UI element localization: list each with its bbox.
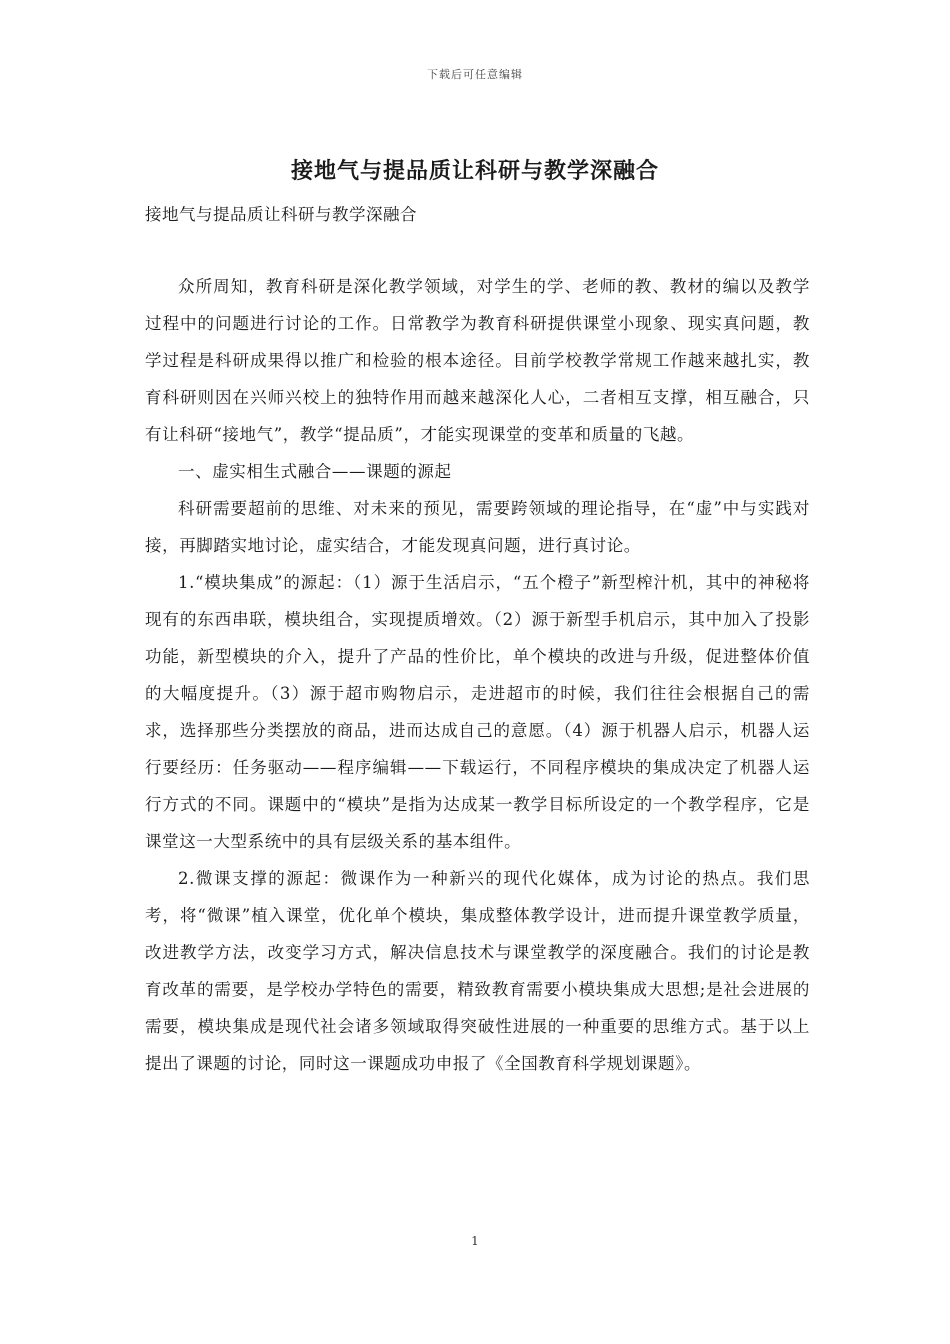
paragraph-micro-course: 2.微课支撑的源起：微课作为一种新兴的现代化媒体，成为讨论的热点。我们思考，将“微课”植入课堂，优化单个模块，集成整体教学设计，进而提升课堂教学质量，改进教学方法，改变学习方式，解决信息技术与课堂教学的深度融合。我们的讨论是教育改革的需要，是学校办学特色的需要，精致教育需要小模块集成大思想;是社会进展的需要，模块集成是现代社会诸多领域取得突破性进展的一种重要的思维方式。基于以上提出了课题的讨论，同时这一课题成功申报了《全国教育科学规划课题》。 [145,869,810,1073]
paragraph-intro: 众所周知，教育科研是深化教学领域，对学生的学、老师的教、教材的编以及教学过程中的问题进行讨论的工作。日常教学为教育科研提供课堂小现象、现实真问题，教学过程是科研成果得以推广和检验的根本途径。目前学校教学常规工作越来越扎实，教育科研则因在兴师兴校上的独特作用而越来越深化人心，二者相互支撑，相互融合，只有让科研“接地气”，教学“提品质”，才能实现课堂的变革和质量的飞越。 [145,277,810,444]
section-heading-1: 一、虚实相生式融合——课题的源起 [178,462,452,481]
document-body [145,268,810,1082]
document-subtitle: 接地气与提品质让科研与教学深融合 [145,205,417,224]
page-header: 下载后可任意编辑 [427,68,523,81]
document-title: 接地气与提品质让科研与教学深融合 [290,158,659,184]
paragraph-module-integration: 1.“模块集成”的源起：（1）源于生活启示，“五个橙子”新型榨汁机，其中的神秘将现有的东西串联，模块组合，实现提质增效。（2）源于新型手机启示，其中加入了投影功能，新型模块的介入，提升了产品的性价比，单个模块的改进与升级，促进整体价值的大幅度提升。（3）源于超市购物启示，走进超市的时候，我们往往会根据自己的需求，选择那些分类摆放的商品，进而达成自己的意愿。（4）源于机器人启示，机器人运行要经历：任务驱动——程序编辑——下载运行，不同程序模块的集成决定了机器人运行方式的不同。课题中的“模块”是指为达成某一教学目标所设定的一个教学程序，它是课堂这一大型系统中的具有层级关系的基本组件。 [145,573,810,851]
paragraph-section-1-intro: 科研需要超前的思维、对未来的预见，需要跨领域的理论指导，在“虚”中与实践对接，再脚踏实地讨论，虚实结合，才能发现真问题，进行真讨论。 [145,499,810,555]
page-number: 1 [471,1234,479,1248]
